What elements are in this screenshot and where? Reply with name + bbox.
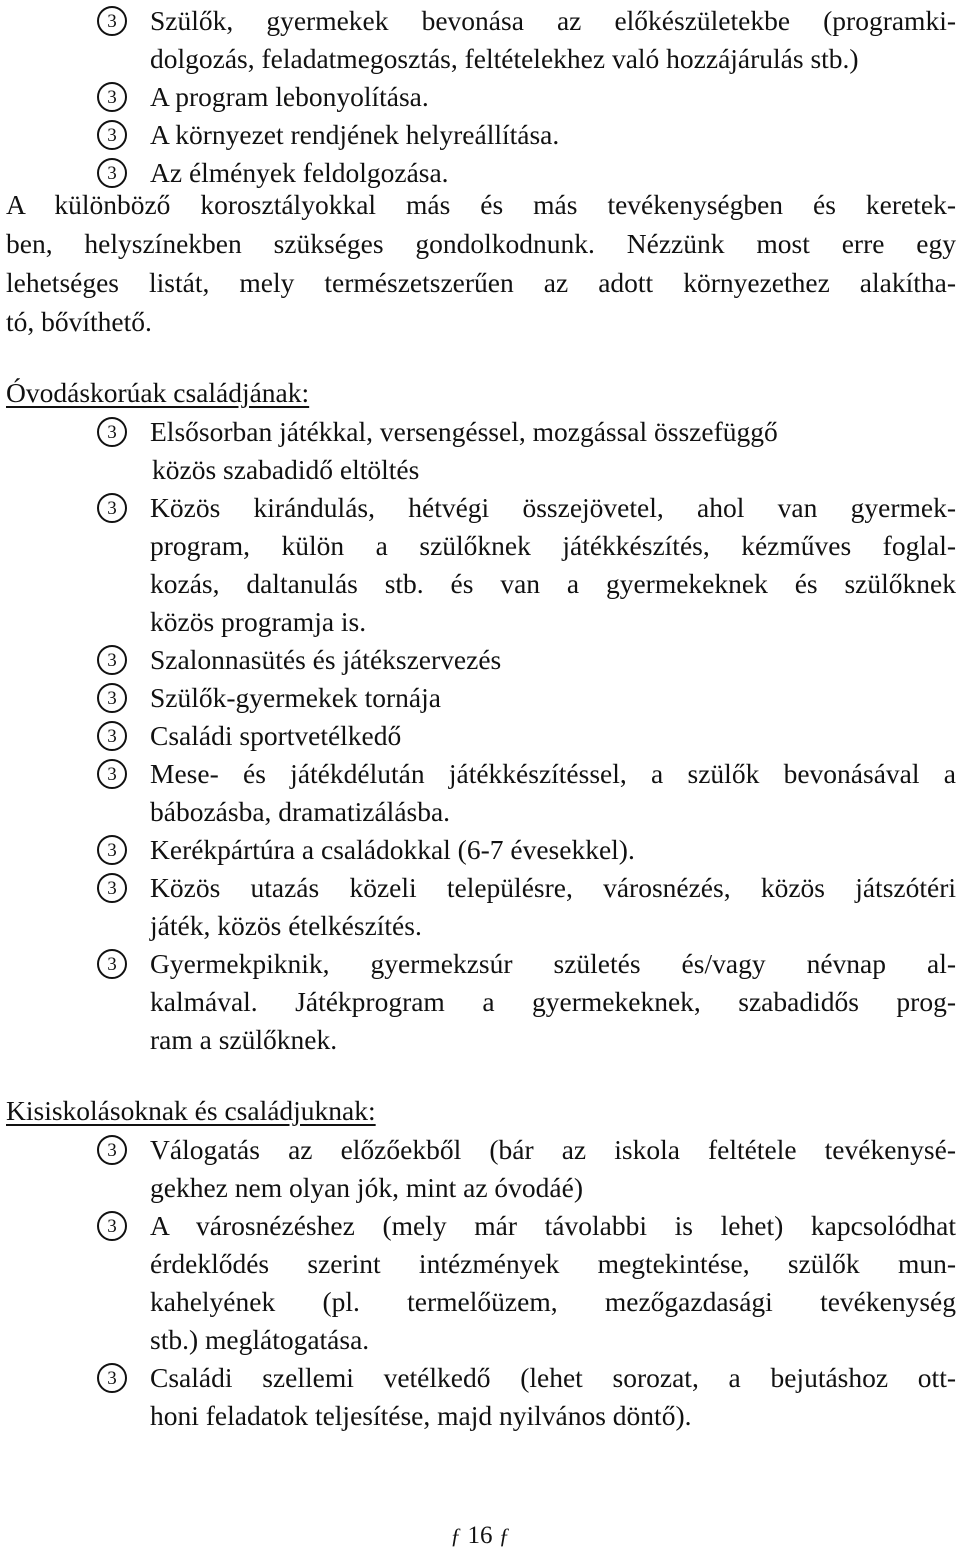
section-heading-schoolchildren: Kisiskolásoknak és családjuknak:	[6, 1095, 376, 1126]
bullet-marker: 3	[97, 120, 127, 150]
bullet-marker: 3	[97, 1363, 127, 1393]
bullet-line: Családi szellemi vetélkedő (lehet sorozat, a bejutáshoz ott-	[150, 1362, 956, 1393]
bullet-line: bábozásba, dramatizálásba.	[150, 796, 451, 827]
bullet-line: kahelyének (pl. termelőüzem, mezőgazdasági tevékenység	[150, 1286, 956, 1317]
footer-ornament-left: ƒ	[450, 1523, 462, 1548]
bullet-line: Szülők, gyermekek bevonása az előkészületekbe (programki-	[150, 5, 956, 36]
bullet-line: kalmával. Játékprogram a gyermekeknek, szabadidős prog-	[150, 986, 956, 1017]
bullet-marker: 3	[97, 493, 127, 523]
bullet-line: A városnézéshez (mely már távolabbi is lehet) kapcsolódhat	[150, 1210, 956, 1241]
bullet-marker: 3	[97, 721, 127, 751]
paragraph-line: A különböző korosztályokkal más és más tevékenységben és keretek-	[6, 189, 956, 220]
bullet-line: Válogatás az előzőekből (bár az iskola feltétele tevékenysé-	[150, 1134, 956, 1165]
footer-ornament-right: ƒ	[498, 1523, 510, 1548]
bullet-line: Gyermekpiknik, gyermekzsúr születés és/vagy névnap al-	[150, 948, 956, 979]
bullet-marker: 3	[97, 949, 127, 979]
bullet-line: játék, közös ételkészítés.	[150, 910, 422, 941]
bullet-line: közös szabadidő eltöltés	[152, 454, 420, 485]
bullet-line: Elsősorban játékkal, versengéssel, mozgással összefüggő	[150, 416, 778, 447]
bullet-marker: 3	[97, 759, 127, 789]
bullet-line: honi feladatok teljesítése, majd nyilvános döntő).	[150, 1400, 692, 1431]
bullet-line: Családi sportvetélkedő	[150, 720, 402, 751]
bullet-marker: 3	[97, 645, 127, 675]
bullet-line: Közös utazás közeli településre, városnézés, közös játszótéri	[150, 872, 956, 903]
bullet-marker: 3	[97, 835, 127, 865]
bullet-marker: 3	[97, 158, 127, 188]
bullet-line: A környezet rendjének helyreállítása.	[150, 119, 560, 150]
bullet-marker: 3	[97, 417, 127, 447]
bullet-line: stb.) meglátogatása.	[150, 1324, 370, 1355]
section-heading-kindergarten: Óvodáskorúak családjának:	[6, 377, 310, 408]
bullet-line: program, külön a szülőknek játékkészítés, kézműves foglal-	[150, 530, 956, 561]
bullet-line: Kerékpártúra a családokkal (6-7 évesekkel).	[150, 834, 635, 865]
bullet-line: Közös kirándulás, hétvégi összejövetel, ahol van gyermek-	[150, 492, 956, 523]
bullet-marker: 3	[97, 6, 127, 36]
page-footer	[0, 1518, 960, 1554]
bullet-line: közös programja is.	[150, 606, 367, 637]
bullet-line: Mese- és játékdélután játékkészítéssel, a szülők bevonásával a	[150, 758, 956, 789]
bullet-line: érdeklődés szerint intézmények megtekintése, szülők mun-	[150, 1248, 956, 1279]
bullet-line: dolgozás, feladatmegosztás, feltételekhez való hozzájárulás stb.)	[150, 43, 859, 74]
bullet-line: ram a szülőknek.	[150, 1024, 338, 1055]
page-number: 16	[467, 1522, 493, 1549]
paragraph-line: tó, bővíthető.	[6, 306, 152, 337]
bullet-line: kozás, daltanulás stb. és van a gyermekeknek és szülőknek	[150, 568, 956, 599]
bullet-marker: 3	[97, 82, 127, 112]
bullet-marker: 3	[97, 683, 127, 713]
bullet-marker: 3	[97, 873, 127, 903]
paragraph-line: lehetséges listát, mely természetszerűen az adott környezethez alakítha-	[6, 267, 956, 298]
bullet-line: Szalonnasütés és játékszervezés	[150, 644, 502, 675]
bullet-marker: 3	[97, 1211, 127, 1241]
bullet-line: Az élmények feldolgozása.	[150, 157, 449, 188]
bullet-line: A program lebonyolítása.	[150, 81, 429, 112]
bullet-marker: 3	[97, 1135, 127, 1165]
bullet-line: Szülők-gyermekek tornája	[150, 682, 441, 713]
bullet-line: gekhez nem olyan jók, mint az óvodáé)	[150, 1172, 583, 1203]
paragraph-line: ben, helyszínekben szükséges gondolkodnunk. Nézzünk most erre egy	[6, 228, 956, 259]
